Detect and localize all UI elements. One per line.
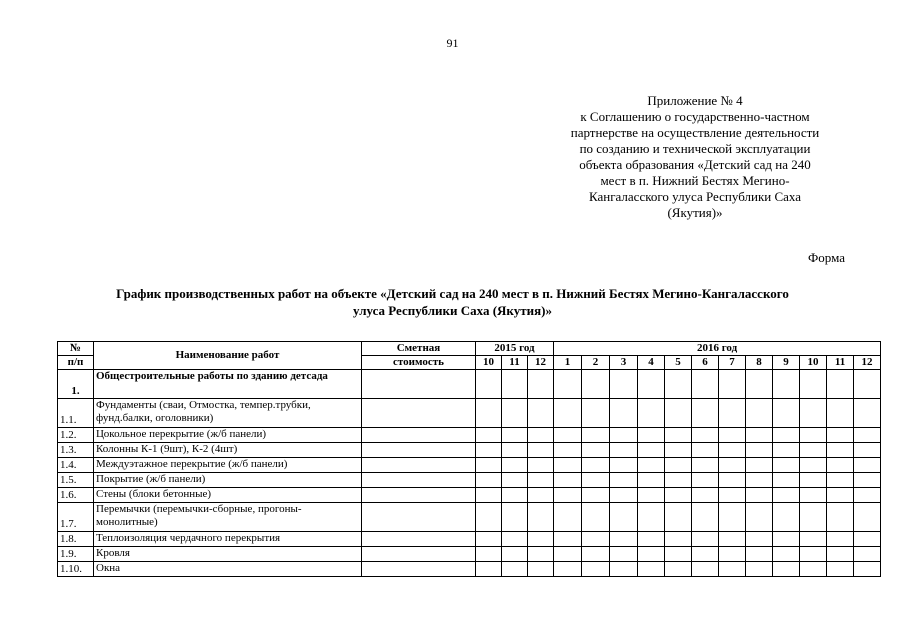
month-cell: [746, 399, 773, 428]
appendix-line: по созданию и технической эксплуатации: [579, 141, 811, 156]
month-cell: [665, 547, 692, 562]
month-cell: [638, 503, 665, 532]
header-cost-sub: [362, 356, 476, 370]
work-name: Кровля: [94, 547, 362, 562]
month-cell: [719, 428, 746, 443]
header-cost-line2: стоимость: [393, 356, 444, 368]
month-cell: [773, 562, 800, 577]
month-cell: [854, 458, 881, 473]
cost-cell: [362, 488, 476, 503]
month-cell: [582, 370, 610, 399]
month-cell: [528, 562, 554, 577]
month-cell: [582, 473, 610, 488]
month-cell: [692, 562, 719, 577]
table-row: [58, 547, 881, 562]
month-cell: [827, 443, 854, 458]
month-cell: [528, 443, 554, 458]
work-name: Общестроительные работы по зданию детсада: [94, 370, 362, 399]
month-cell: [476, 370, 502, 399]
month-cell: [854, 562, 881, 577]
month-cell: [692, 532, 719, 547]
month-cell: [854, 488, 881, 503]
header-num-line2: п/п: [67, 356, 84, 368]
table-row: [58, 428, 881, 443]
month-cell: [719, 443, 746, 458]
month-cell: [719, 399, 746, 428]
appendix-line: Кангаласского улуса Республики Саха: [588, 189, 802, 204]
month-cell: [638, 458, 665, 473]
month-cell: [854, 443, 881, 458]
row-number: 1.: [58, 370, 94, 399]
month-2016-header: 4: [638, 356, 665, 370]
month-cell: [582, 503, 610, 532]
month-cell: [692, 547, 719, 562]
month-cell: [528, 458, 554, 473]
appendix-line: к Соглашению о государственно-частном: [580, 109, 810, 124]
month-cell: [719, 488, 746, 503]
month-cell: [528, 547, 554, 562]
work-name: Перемычки (перемычки-сборные, прогоны-монолитные): [94, 503, 362, 532]
row-number: 1.5.: [58, 473, 94, 488]
cost-cell: [362, 532, 476, 547]
cost-cell: [362, 428, 476, 443]
month-cell: [746, 562, 773, 577]
table-row: [58, 443, 881, 458]
month-cell: [638, 547, 665, 562]
month-cell: [827, 399, 854, 428]
month-2015-header: 12: [528, 356, 554, 370]
month-cell: [719, 458, 746, 473]
month-cell: [502, 532, 528, 547]
month-cell: [582, 562, 610, 577]
month-cell: [610, 562, 638, 577]
table-row: [58, 473, 881, 488]
month-cell: [827, 370, 854, 399]
month-cell: [638, 473, 665, 488]
month-cell: [528, 503, 554, 532]
month-cell: [502, 370, 528, 399]
month-cell: [719, 532, 746, 547]
month-cell: [827, 473, 854, 488]
row-number: 1.2.: [58, 428, 94, 443]
month-cell: [800, 547, 827, 562]
month-cell: [476, 428, 502, 443]
month-cell: [800, 458, 827, 473]
work-name: Колонны К-1 (9шт), К-2 (4шт): [94, 443, 362, 458]
appendix-line: мест в п. Нижний Бестях Мегино-: [600, 173, 790, 188]
month-cell: [610, 370, 638, 399]
month-cell: [528, 428, 554, 443]
month-cell: [827, 562, 854, 577]
month-cell: [665, 458, 692, 473]
month-cell: [528, 532, 554, 547]
table-row: [58, 562, 881, 577]
month-cell: [773, 443, 800, 458]
month-cell: [554, 458, 582, 473]
month-cell: [582, 443, 610, 458]
month-cell: [582, 399, 610, 428]
table-header: [58, 342, 881, 370]
header-num: [58, 342, 94, 356]
month-cell: [554, 547, 582, 562]
month-cell: [638, 443, 665, 458]
month-cell: [827, 532, 854, 547]
row-number: 1.1.: [58, 399, 94, 428]
header-cost-line1: Сметная: [396, 342, 441, 354]
appendix-line: (Якутия)»: [667, 205, 723, 220]
work-name: Фундаменты (сваи, Отмостка, темпер.трубки, фунд.балки, оголовники): [94, 399, 362, 428]
month-cell: [476, 458, 502, 473]
month-cell: [692, 428, 719, 443]
month-cell: [638, 532, 665, 547]
month-cell: [719, 370, 746, 399]
month-cell: [800, 473, 827, 488]
month-cell: [746, 488, 773, 503]
month-cell: [827, 503, 854, 532]
month-cell: [502, 503, 528, 532]
month-cell: [692, 503, 719, 532]
work-name: Цокольное перекрытие (ж/б панели): [94, 428, 362, 443]
month-cell: [554, 562, 582, 577]
month-cell: [746, 428, 773, 443]
month-cell: [665, 562, 692, 577]
month-cell: [854, 399, 881, 428]
month-cell: [665, 532, 692, 547]
month-cell: [476, 399, 502, 428]
month-cell: [476, 473, 502, 488]
month-cell: [773, 488, 800, 503]
month-cell: [528, 370, 554, 399]
month-cell: [665, 443, 692, 458]
cost-cell: [362, 473, 476, 488]
month-cell: [610, 503, 638, 532]
month-cell: [800, 503, 827, 532]
month-cell: [827, 547, 854, 562]
month-cell: [800, 370, 827, 399]
month-cell: [610, 473, 638, 488]
cost-cell: [362, 458, 476, 473]
work-name: Стены (блоки бетонные): [94, 488, 362, 503]
month-cell: [665, 473, 692, 488]
row-number: 1.7.: [58, 503, 94, 532]
month-cell: [582, 458, 610, 473]
month-cell: [554, 370, 582, 399]
month-cell: [800, 532, 827, 547]
month-cell: [827, 488, 854, 503]
month-cell: [854, 370, 881, 399]
month-cell: [854, 473, 881, 488]
work-name: Теплоизоляция чердачного перекрытия: [94, 532, 362, 547]
month-cell: [638, 562, 665, 577]
month-cell: [528, 399, 554, 428]
month-cell: [854, 532, 881, 547]
month-cell: [610, 399, 638, 428]
month-2016-header: 9: [773, 356, 800, 370]
month-cell: [746, 458, 773, 473]
month-cell: [719, 473, 746, 488]
month-2016-header: 5: [665, 356, 692, 370]
document-title: [40, 285, 865, 319]
month-cell: [502, 547, 528, 562]
row-number: 1.4.: [58, 458, 94, 473]
month-cell: [582, 547, 610, 562]
month-cell: [502, 428, 528, 443]
month-cell: [502, 473, 528, 488]
month-2015-header: 11: [502, 356, 528, 370]
month-cell: [773, 458, 800, 473]
month-cell: [476, 488, 502, 503]
month-cell: [719, 562, 746, 577]
month-cell: [800, 488, 827, 503]
header-name: Наименование работ: [94, 342, 362, 370]
month-2016-header: 8: [746, 356, 773, 370]
month-cell: [554, 488, 582, 503]
month-cell: [773, 532, 800, 547]
month-cell: [638, 488, 665, 503]
month-cell: [746, 473, 773, 488]
month-cell: [610, 532, 638, 547]
month-cell: [610, 488, 638, 503]
month-cell: [582, 488, 610, 503]
work-schedule-table: [57, 341, 881, 577]
month-cell: [665, 488, 692, 503]
row-number: 1.9.: [58, 547, 94, 562]
row-number: 1.6.: [58, 488, 94, 503]
title-line-2: улуса Республики Саха (Якутия)»: [353, 303, 552, 318]
month-cell: [746, 532, 773, 547]
row-number: 1.8.: [58, 532, 94, 547]
table-body: [58, 370, 881, 577]
cost-cell: [362, 547, 476, 562]
month-cell: [719, 503, 746, 532]
month-cell: [502, 488, 528, 503]
month-cell: [665, 503, 692, 532]
month-cell: [554, 428, 582, 443]
month-2016-header: 1: [554, 356, 582, 370]
header-num-line1: №: [69, 342, 82, 354]
month-cell: [476, 547, 502, 562]
month-cell: [476, 443, 502, 458]
month-cell: [773, 370, 800, 399]
appendix-line: Приложение № 4: [647, 93, 743, 108]
month-cell: [582, 428, 610, 443]
cost-cell: [362, 370, 476, 399]
month-cell: [665, 399, 692, 428]
page-number: 91: [446, 36, 459, 50]
month-cell: [554, 443, 582, 458]
month-cell: [610, 547, 638, 562]
table-row: [58, 532, 881, 547]
table-row: [58, 399, 881, 428]
title-line-1: График производственных работ на объекте «Детский сад на 240 мест в п. Нижний Бестях Мегино-Кангаласского: [116, 286, 789, 301]
month-2016-header: 11: [827, 356, 854, 370]
month-2015-header: 10: [476, 356, 502, 370]
month-cell: [476, 503, 502, 532]
month-cell: [502, 458, 528, 473]
cost-cell: [362, 399, 476, 428]
month-cell: [638, 370, 665, 399]
month-cell: [554, 473, 582, 488]
table-row: [58, 458, 881, 473]
header-year-2015: 2015 год: [476, 342, 554, 356]
month-cell: [554, 503, 582, 532]
month-cell: [746, 503, 773, 532]
month-cell: [665, 428, 692, 443]
month-cell: [692, 443, 719, 458]
appendix-line: партнерстве на осуществление деятельности: [570, 125, 820, 140]
month-cell: [528, 473, 554, 488]
month-cell: [800, 399, 827, 428]
work-name: Покрытие (ж/б панели): [94, 473, 362, 488]
month-cell: [854, 428, 881, 443]
month-cell: [719, 547, 746, 562]
month-cell: [773, 428, 800, 443]
month-cell: [854, 503, 881, 532]
appendix-block: [540, 93, 850, 221]
month-2016-header: 7: [719, 356, 746, 370]
month-cell: [502, 399, 528, 428]
month-cell: [692, 458, 719, 473]
cost-cell: [362, 443, 476, 458]
table-row: [58, 370, 881, 399]
month-cell: [502, 443, 528, 458]
header-year-2016: 2016 год: [554, 342, 881, 356]
appendix-line: объекта образования «Детский сад на 240: [579, 157, 811, 172]
month-cell: [638, 399, 665, 428]
month-cell: [476, 562, 502, 577]
table-row: [58, 488, 881, 503]
month-cell: [773, 547, 800, 562]
work-name: Окна: [94, 562, 362, 577]
month-cell: [800, 428, 827, 443]
header-cost: [362, 342, 476, 356]
month-cell: [582, 532, 610, 547]
month-2016-header: 6: [692, 356, 719, 370]
month-cell: [528, 488, 554, 503]
month-cell: [610, 458, 638, 473]
month-cell: [610, 428, 638, 443]
month-cell: [692, 473, 719, 488]
month-cell: [773, 399, 800, 428]
table-row: [58, 503, 881, 532]
month-cell: [800, 562, 827, 577]
month-2016-header: 12: [854, 356, 881, 370]
month-cell: [773, 503, 800, 532]
month-2016-header: 10: [800, 356, 827, 370]
month-cell: [854, 547, 881, 562]
month-cell: [692, 488, 719, 503]
header-num-sub: [58, 356, 94, 370]
month-cell: [692, 399, 719, 428]
row-number: 1.3.: [58, 443, 94, 458]
month-cell: [638, 428, 665, 443]
month-cell: [746, 370, 773, 399]
month-cell: [773, 473, 800, 488]
month-cell: [610, 443, 638, 458]
month-cell: [665, 370, 692, 399]
cost-cell: [362, 503, 476, 532]
month-2016-header: 3: [610, 356, 638, 370]
month-cell: [692, 370, 719, 399]
month-cell: [746, 443, 773, 458]
month-cell: [502, 562, 528, 577]
row-number: 1.10.: [58, 562, 94, 577]
month-cell: [746, 547, 773, 562]
month-2016-header: 2: [582, 356, 610, 370]
month-cell: [827, 458, 854, 473]
cost-cell: [362, 562, 476, 577]
month-cell: [554, 399, 582, 428]
month-cell: [827, 428, 854, 443]
month-cell: [554, 532, 582, 547]
month-cell: [800, 443, 827, 458]
form-label: Форма: [808, 250, 845, 265]
work-name: Междуэтажное перекрытие (ж/б панели): [94, 458, 362, 473]
month-cell: [476, 532, 502, 547]
